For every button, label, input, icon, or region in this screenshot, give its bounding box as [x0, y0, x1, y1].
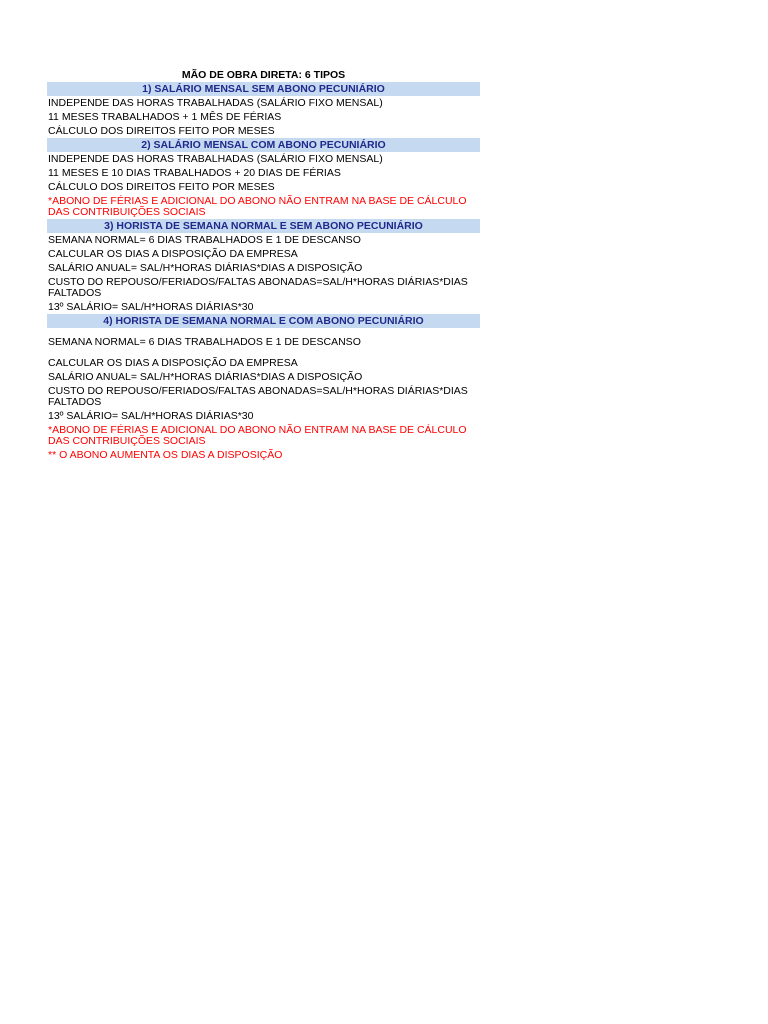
section-3-line-3: SALÁRIO ANUAL= SAL/H*HORAS DIÁRIAS*DIAS A DISPOSIÇÃO	[48, 262, 363, 274]
section-1-line-1: INDEPENDE DAS HORAS TRABALHADAS (SALÁRIO FIXO MENSAL)	[48, 97, 383, 109]
section-4-line-2: CALCULAR OS DIAS A DISPOSIÇÃO DA EMPRESA	[48, 357, 298, 369]
section-3-header: 3) HORISTA DE SEMANA NORMAL E SEM ABONO PECUNIÁRIO	[47, 219, 480, 233]
section-4-note-2: ** O ABONO AUMENTA OS DIAS A DISPOSIÇÃO	[48, 449, 283, 461]
section-4-line-1: SEMANA NORMAL= 6 DIAS TRABALHADOS E 1 DE DESCANSO	[48, 336, 361, 348]
section-2-line-1: INDEPENDE DAS HORAS TRABALHADAS (SALÁRIO FIXO MENSAL)	[48, 153, 383, 165]
spreadsheet-content	[47, 68, 480, 462]
section-2-header: 2) SALÁRIO MENSAL COM ABONO PECUNIÁRIO	[47, 138, 480, 152]
section-3-line-1: SEMANA NORMAL= 6 DIAS TRABALHADOS E 1 DE DESCANSO	[48, 234, 361, 246]
section-4-line-5: 13º SALÁRIO= SAL/H*HORAS DIÁRIAS*30	[48, 410, 254, 422]
document-title: MÃO DE OBRA DIRETA: 6 TIPOS	[181, 69, 346, 81]
section-3-line-4: CUSTO DO REPOUSO/FERIADOS/FALTAS ABONADAS=SAL/H*HORAS DIÁRIAS*DIAS FALTADOS	[48, 276, 468, 299]
section-4-header: 4) HORISTA DE SEMANA NORMAL E COM ABONO PECUNIÁRIO	[47, 314, 480, 328]
section-4-line-4: CUSTO DO REPOUSO/FERIADOS/FALTAS ABONADAS=SAL/H*HORAS DIÁRIAS*DIAS FALTADOS	[48, 385, 468, 408]
section-3-line-5: 13º SALÁRIO= SAL/H*HORAS DIÁRIAS*30	[48, 301, 254, 313]
section-1-header: 1) SALÁRIO MENSAL SEM ABONO PECUNIÁRIO	[47, 82, 480, 96]
section-2-line-2: 11 MESES E 10 DIAS TRABALHADOS + 20 DIAS DE FÉRIAS	[48, 167, 341, 179]
section-2-note: *ABONO DE FÉRIAS E ADICIONAL DO ABONO NÃO ENTRAM NA BASE DE CÁLCULO DAS CONTRIBUIÇÕES SOCIAIS	[48, 195, 467, 218]
section-3-line-2: CALCULAR OS DIAS A DISPOSIÇÃO DA EMPRESA	[48, 248, 298, 260]
section-1-line-2: 11 MESES TRABALHADOS + 1 MÊS DE FÉRIAS	[48, 111, 282, 123]
section-4-line-3: SALÁRIO ANUAL= SAL/H*HORAS DIÁRIAS*DIAS A DISPOSIÇÃO	[48, 371, 363, 383]
section-1-line-3: CÁLCULO DOS DIREITOS FEITO POR MESES	[48, 125, 275, 137]
section-4-note: *ABONO DE FÉRIAS E ADICIONAL DO ABONO NÃO ENTRAM NA BASE DE CÁLCULO DAS CONTRIBUIÇÕES SOCIAIS	[48, 424, 467, 447]
section-2-line-3: CÁLCULO DOS DIREITOS FEITO POR MESES	[48, 181, 275, 193]
